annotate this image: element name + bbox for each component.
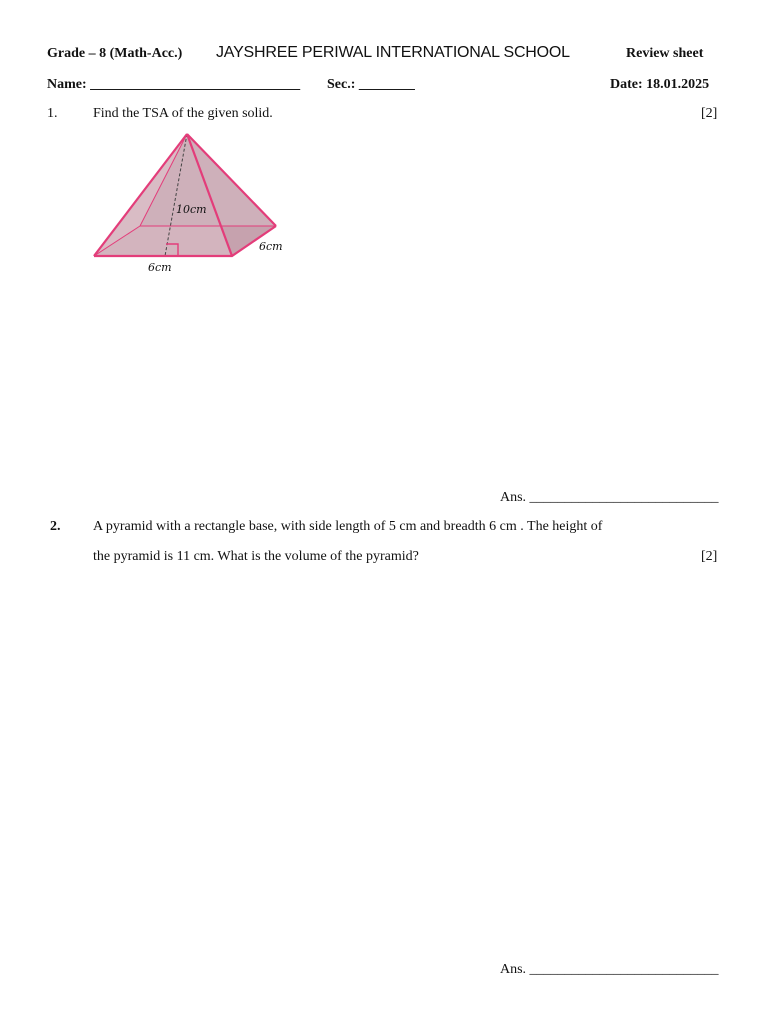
pyramid-figure — [0, 0, 768, 300]
label-slant: 10cm — [176, 203, 207, 216]
label-depth: 6cm — [259, 240, 283, 253]
school-name: JAYSHREE PERIWAL INTERNATIONAL SCHOOL — [216, 44, 570, 61]
name-field[interactable]: Name: ______________________________ — [47, 77, 301, 92]
section-field[interactable]: Sec.: ________ — [327, 77, 415, 92]
answer-2-line[interactable]: Ans. ___________________________ — [500, 962, 719, 977]
question-2-text-line2: the pyramid is 11 cm. What is the volume of the pyramid? — [93, 549, 419, 564]
question-2-number: 2. — [50, 519, 61, 534]
answer-1-line[interactable]: Ans. ___________________________ — [500, 490, 719, 505]
label-base: 6cm — [148, 261, 172, 274]
question-1-marks: [2] — [701, 106, 718, 121]
question-2-marks: [2] — [701, 549, 718, 564]
question-1-text: Find the TSA of the given solid. — [93, 106, 273, 121]
grade-label: Grade – 8 (Math-Acc.) — [47, 46, 183, 61]
sheet-type: Review sheet — [626, 46, 704, 61]
question-1-number: 1. — [47, 106, 58, 121]
question-2-text-line1: A pyramid with a rectangle base, with side length of 5 cm and breadth 6 cm . The height of — [93, 519, 603, 534]
date-label: Date: 18.01.2025 — [610, 77, 710, 92]
